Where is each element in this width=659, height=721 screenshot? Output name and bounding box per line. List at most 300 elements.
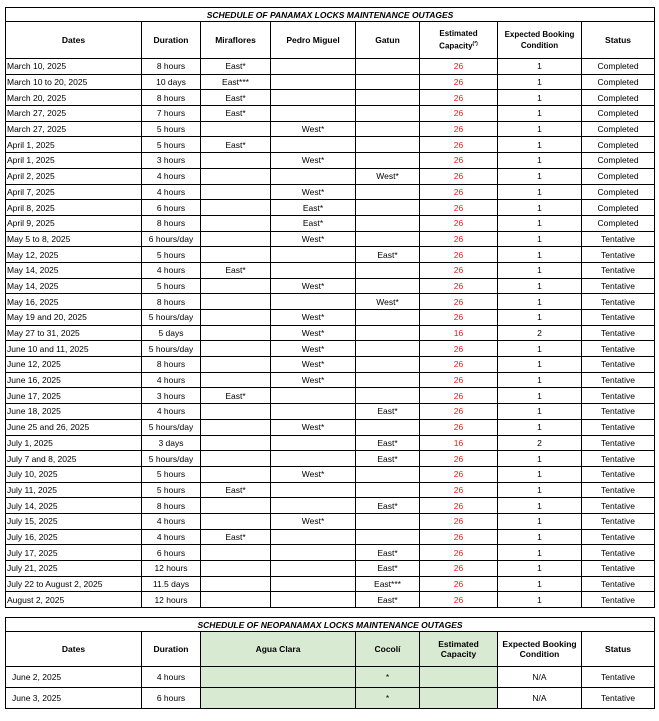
neopanamax-table-body	[6, 667, 655, 709]
row-gatun	[356, 184, 420, 200]
header-estimated-capacity	[420, 22, 498, 59]
row-pedro-miguel	[271, 561, 356, 577]
row-gatun	[356, 231, 420, 247]
row-estimated-capacity: 26	[420, 168, 498, 184]
row-status: Tentative	[582, 482, 655, 498]
row-miraflores	[201, 357, 271, 373]
row-estimated-capacity: 26	[420, 106, 498, 122]
header-capacity-line2: Capacity	[439, 41, 473, 51]
row-estimated-capacity: 26	[420, 451, 498, 467]
header-booking-line2: Condition	[520, 41, 559, 50]
row-miraflores: East*	[201, 137, 271, 153]
row-pedro-miguel: West*	[271, 341, 356, 357]
row-gatun: East*	[356, 561, 420, 577]
table-row	[6, 90, 655, 106]
row-pedro-miguel	[271, 90, 356, 106]
row-pedro-miguel: West*	[271, 372, 356, 388]
row-booking-condition: 1	[498, 372, 582, 388]
row-gatun	[356, 341, 420, 357]
row-booking-condition: 1	[498, 278, 582, 294]
header-booking-line1: Expected Booking	[504, 30, 575, 39]
row-date: April 8, 2025	[6, 200, 142, 216]
header-duration: Duration	[142, 22, 201, 59]
row-gatun	[356, 325, 420, 341]
row-gatun: East***	[356, 576, 420, 592]
row-date: April 1, 2025	[6, 137, 142, 153]
row-booking-condition: 1	[498, 545, 582, 561]
neo-row-estimated-capacity	[420, 667, 498, 688]
row-booking-condition: 2	[498, 325, 582, 341]
row-date: June 12, 2025	[6, 357, 142, 373]
row-miraflores	[201, 561, 271, 577]
row-date: July 16, 2025	[6, 529, 142, 545]
row-booking-condition: 1	[498, 498, 582, 514]
row-estimated-capacity: 26	[420, 498, 498, 514]
row-status: Tentative	[582, 545, 655, 561]
row-miraflores: East*	[201, 482, 271, 498]
neo-row-status: Tentative	[582, 667, 655, 688]
row-estimated-capacity: 26	[420, 357, 498, 373]
row-pedro-miguel: West*	[271, 310, 356, 326]
row-status: Tentative	[582, 341, 655, 357]
row-estimated-capacity: 26	[420, 262, 498, 278]
row-status: Completed	[582, 90, 655, 106]
row-estimated-capacity: 26	[420, 372, 498, 388]
neo-row-booking-condition: N/A	[498, 688, 582, 709]
row-miraflores	[201, 451, 271, 467]
neo-header-expected-booking	[498, 632, 582, 667]
row-duration: 5 hours/day	[142, 310, 201, 326]
row-status: Tentative	[582, 513, 655, 529]
row-duration: 6 hours	[142, 545, 201, 561]
row-duration: 4 hours	[142, 404, 201, 420]
table-row	[6, 592, 655, 608]
table-row	[6, 667, 655, 688]
row-duration: 5 hours	[142, 247, 201, 263]
table-row	[6, 451, 655, 467]
row-pedro-miguel: West*	[271, 466, 356, 482]
row-pedro-miguel	[271, 247, 356, 263]
row-estimated-capacity: 26	[420, 419, 498, 435]
row-pedro-miguel: West*	[271, 121, 356, 137]
row-date: July 14, 2025	[6, 498, 142, 514]
row-gatun: East*	[356, 247, 420, 263]
panamax-table-body	[6, 59, 655, 608]
row-miraflores	[201, 592, 271, 608]
row-status: Tentative	[582, 262, 655, 278]
row-duration: 4 hours	[142, 513, 201, 529]
row-duration: 5 hours	[142, 137, 201, 153]
row-gatun	[356, 106, 420, 122]
row-gatun	[356, 482, 420, 498]
row-miraflores	[201, 168, 271, 184]
row-gatun	[356, 372, 420, 388]
row-miraflores	[201, 184, 271, 200]
row-status: Tentative	[582, 419, 655, 435]
row-booking-condition: 1	[498, 466, 582, 482]
neo-row-agua-clara	[201, 667, 356, 688]
neo-row-cocoli: *	[356, 667, 420, 688]
row-date: April 9, 2025	[6, 215, 142, 231]
header-capacity-line1: Estimated	[439, 29, 478, 39]
row-date: March 27, 2025	[6, 106, 142, 122]
table-row	[6, 200, 655, 216]
row-gatun	[356, 513, 420, 529]
row-date: August 2, 2025	[6, 592, 142, 608]
table-row	[6, 310, 655, 326]
row-booking-condition: 1	[498, 529, 582, 545]
neo-row-duration: 6 hours	[142, 688, 201, 709]
row-gatun	[356, 278, 420, 294]
row-duration: 12 hours	[142, 561, 201, 577]
row-estimated-capacity: 16	[420, 325, 498, 341]
row-estimated-capacity: 26	[420, 482, 498, 498]
row-booking-condition: 1	[498, 310, 582, 326]
row-pedro-miguel	[271, 404, 356, 420]
row-booking-condition: 1	[498, 576, 582, 592]
neo-row-date: June 3, 2025	[6, 688, 142, 709]
neo-header-capacity-line2: Capacity	[440, 649, 477, 659]
table-row	[6, 74, 655, 90]
row-estimated-capacity: 26	[420, 388, 498, 404]
row-pedro-miguel	[271, 592, 356, 608]
table-row	[6, 372, 655, 388]
neo-row-agua-clara	[201, 688, 356, 709]
row-gatun	[356, 529, 420, 545]
row-status: Tentative	[582, 325, 655, 341]
row-miraflores	[201, 498, 271, 514]
row-estimated-capacity: 26	[420, 576, 498, 592]
row-miraflores	[201, 325, 271, 341]
row-status: Tentative	[582, 231, 655, 247]
neo-header-cocoli: Cocolí	[356, 632, 420, 667]
panamax-table-title: SCHEDULE OF PANAMAX LOCKS MAINTENANCE OUTAGES	[6, 8, 655, 22]
row-pedro-miguel	[271, 529, 356, 545]
row-gatun	[356, 262, 420, 278]
row-booking-condition: 1	[498, 200, 582, 216]
table-row	[6, 325, 655, 341]
row-date: June 16, 2025	[6, 372, 142, 388]
header-pedro-miguel: Pedro Miguel	[271, 22, 356, 59]
table-row	[6, 278, 655, 294]
neo-row-estimated-capacity	[420, 688, 498, 709]
row-booking-condition: 1	[498, 121, 582, 137]
row-gatun: East*	[356, 404, 420, 420]
row-duration: 4 hours	[142, 184, 201, 200]
row-estimated-capacity: 26	[420, 74, 498, 90]
row-pedro-miguel: West*	[271, 184, 356, 200]
row-gatun	[356, 74, 420, 90]
row-duration: 5 hours	[142, 278, 201, 294]
row-pedro-miguel	[271, 498, 356, 514]
row-duration: 12 hours	[142, 592, 201, 608]
neo-row-cocoli: *	[356, 688, 420, 709]
header-status: Status	[582, 22, 655, 59]
row-duration: 6 hours/day	[142, 231, 201, 247]
row-duration: 3 hours	[142, 153, 201, 169]
row-date: March 10 to 20, 2025	[6, 74, 142, 90]
row-status: Tentative	[582, 576, 655, 592]
row-booking-condition: 1	[498, 247, 582, 263]
table-row	[6, 106, 655, 122]
row-date: May 12, 2025	[6, 247, 142, 263]
row-miraflores	[201, 231, 271, 247]
row-estimated-capacity: 26	[420, 466, 498, 482]
table-row	[6, 404, 655, 420]
row-date: March 20, 2025	[6, 90, 142, 106]
row-miraflores	[201, 576, 271, 592]
row-duration: 5 hours	[142, 482, 201, 498]
row-duration: 5 hours/day	[142, 419, 201, 435]
row-booking-condition: 1	[498, 294, 582, 310]
row-status: Tentative	[582, 294, 655, 310]
row-pedro-miguel	[271, 482, 356, 498]
row-gatun	[356, 137, 420, 153]
row-booking-condition: 1	[498, 59, 582, 75]
row-booking-condition: 1	[498, 451, 582, 467]
row-duration: 8 hours	[142, 498, 201, 514]
row-miraflores	[201, 310, 271, 326]
row-gatun: West*	[356, 294, 420, 310]
row-booking-condition: 1	[498, 215, 582, 231]
row-booking-condition: 1	[498, 137, 582, 153]
table-row	[6, 231, 655, 247]
row-gatun: West*	[356, 168, 420, 184]
table-row	[6, 184, 655, 200]
row-estimated-capacity: 26	[420, 404, 498, 420]
neo-row-date: June 2, 2025	[6, 667, 142, 688]
row-booking-condition: 1	[498, 184, 582, 200]
row-booking-condition: 1	[498, 561, 582, 577]
row-duration: 5 hours	[142, 466, 201, 482]
row-duration: 11.5 days	[142, 576, 201, 592]
row-date: May 27 to 31, 2025	[6, 325, 142, 341]
row-duration: 8 hours	[142, 357, 201, 373]
row-status: Completed	[582, 137, 655, 153]
row-estimated-capacity: 26	[420, 231, 498, 247]
row-status: Tentative	[582, 247, 655, 263]
row-estimated-capacity: 26	[420, 592, 498, 608]
neo-header-estimated-capacity	[420, 632, 498, 667]
row-duration: 5 hours/day	[142, 341, 201, 357]
row-gatun	[356, 357, 420, 373]
row-date: May 5 to 8, 2025	[6, 231, 142, 247]
neopanamax-table-title: SCHEDULE OF NEOPANAMAX LOCKS MAINTENANCE OUTAGES	[6, 618, 655, 632]
row-booking-condition: 1	[498, 419, 582, 435]
row-status: Tentative	[582, 435, 655, 451]
row-status: Tentative	[582, 498, 655, 514]
row-booking-condition: 1	[498, 513, 582, 529]
row-status: Tentative	[582, 404, 655, 420]
row-miraflores	[201, 278, 271, 294]
row-status: Tentative	[582, 466, 655, 482]
table-row	[6, 388, 655, 404]
row-pedro-miguel	[271, 137, 356, 153]
row-gatun	[356, 419, 420, 435]
row-date: June 10 and 11, 2025	[6, 341, 142, 357]
row-miraflores: East***	[201, 74, 271, 90]
table-row	[6, 688, 655, 709]
row-pedro-miguel: West*	[271, 357, 356, 373]
row-pedro-miguel	[271, 106, 356, 122]
row-duration: 8 hours	[142, 90, 201, 106]
table-row	[6, 545, 655, 561]
panamax-title-row	[6, 8, 655, 22]
row-date: July 7 and 8, 2025	[6, 451, 142, 467]
table-row	[6, 576, 655, 592]
table-row	[6, 513, 655, 529]
row-date: May 16, 2025	[6, 294, 142, 310]
row-estimated-capacity: 16	[420, 435, 498, 451]
row-booking-condition: 1	[498, 357, 582, 373]
row-date: March 10, 2025	[6, 59, 142, 75]
row-estimated-capacity: 26	[420, 153, 498, 169]
row-date: June 25 and 26, 2025	[6, 419, 142, 435]
row-duration: 3 days	[142, 435, 201, 451]
neo-row-status: Tentative	[582, 688, 655, 709]
row-date: June 18, 2025	[6, 404, 142, 420]
row-status: Completed	[582, 168, 655, 184]
row-miraflores	[201, 466, 271, 482]
row-pedro-miguel	[271, 388, 356, 404]
row-miraflores: East*	[201, 90, 271, 106]
row-pedro-miguel: West*	[271, 153, 356, 169]
table-row	[6, 168, 655, 184]
row-status: Tentative	[582, 372, 655, 388]
row-pedro-miguel	[271, 74, 356, 90]
row-estimated-capacity: 26	[420, 90, 498, 106]
row-date: April 2, 2025	[6, 168, 142, 184]
table-row	[6, 59, 655, 75]
row-status: Tentative	[582, 529, 655, 545]
row-status: Completed	[582, 121, 655, 137]
row-gatun	[356, 466, 420, 482]
row-booking-condition: 1	[498, 482, 582, 498]
table-row	[6, 137, 655, 153]
row-miraflores	[201, 419, 271, 435]
row-miraflores	[201, 247, 271, 263]
row-date: May 14, 2025	[6, 262, 142, 278]
table-row	[6, 466, 655, 482]
row-miraflores	[201, 153, 271, 169]
row-pedro-miguel: West*	[271, 278, 356, 294]
neo-header-duration: Duration	[142, 632, 201, 667]
row-pedro-miguel	[271, 576, 356, 592]
row-miraflores	[201, 200, 271, 216]
row-date: March 27, 2025	[6, 121, 142, 137]
row-estimated-capacity: 26	[420, 341, 498, 357]
row-miraflores: East*	[201, 529, 271, 545]
neo-header-booking-line1: Expected Booking	[502, 639, 577, 649]
table-row	[6, 529, 655, 545]
row-booking-condition: 2	[498, 435, 582, 451]
header-capacity-footnote-mark: (*)	[472, 41, 478, 48]
row-estimated-capacity: 26	[420, 545, 498, 561]
table-row	[6, 498, 655, 514]
table-row	[6, 247, 655, 263]
header-dates: Dates	[6, 22, 142, 59]
row-status: Tentative	[582, 310, 655, 326]
neo-header-booking-line2: Condition	[519, 649, 560, 659]
row-date: July 15, 2025	[6, 513, 142, 529]
row-estimated-capacity: 26	[420, 561, 498, 577]
table-row	[6, 435, 655, 451]
row-estimated-capacity: 26	[420, 310, 498, 326]
header-gatun: Gatun	[356, 22, 420, 59]
row-estimated-capacity: 26	[420, 200, 498, 216]
neo-row-booking-condition: N/A	[498, 667, 582, 688]
row-duration: 5 hours/day	[142, 451, 201, 467]
row-duration: 8 hours	[142, 294, 201, 310]
row-duration: 5 days	[142, 325, 201, 341]
row-estimated-capacity: 26	[420, 121, 498, 137]
row-date: May 19 and 20, 2025	[6, 310, 142, 326]
row-pedro-miguel	[271, 451, 356, 467]
table-row	[6, 357, 655, 373]
row-duration: 10 days	[142, 74, 201, 90]
neo-header-capacity-line1: Estimated	[438, 639, 479, 649]
row-estimated-capacity: 26	[420, 215, 498, 231]
row-date: July 21, 2025	[6, 561, 142, 577]
row-date: July 10, 2025	[6, 466, 142, 482]
row-status: Tentative	[582, 357, 655, 373]
table-row	[6, 153, 655, 169]
neopanamax-title-row	[6, 618, 655, 632]
row-duration: 3 hours	[142, 388, 201, 404]
row-gatun: East*	[356, 498, 420, 514]
row-date: June 17, 2025	[6, 388, 142, 404]
row-duration: 8 hours	[142, 215, 201, 231]
row-gatun	[356, 310, 420, 326]
row-gatun	[356, 153, 420, 169]
row-gatun: East*	[356, 592, 420, 608]
row-booking-condition: 1	[498, 592, 582, 608]
neopanamax-schedule-table	[5, 617, 655, 709]
row-gatun: East*	[356, 435, 420, 451]
header-expected-booking	[498, 22, 582, 59]
row-status: Tentative	[582, 451, 655, 467]
row-duration: 8 hours	[142, 59, 201, 75]
row-duration: 4 hours	[142, 372, 201, 388]
row-miraflores	[201, 404, 271, 420]
table-row	[6, 341, 655, 357]
row-gatun	[356, 200, 420, 216]
row-status: Completed	[582, 153, 655, 169]
row-duration: 7 hours	[142, 106, 201, 122]
row-miraflores: East*	[201, 262, 271, 278]
row-pedro-miguel	[271, 294, 356, 310]
row-booking-condition: 1	[498, 404, 582, 420]
neo-header-status: Status	[582, 632, 655, 667]
row-estimated-capacity: 26	[420, 513, 498, 529]
row-miraflores	[201, 513, 271, 529]
row-gatun	[356, 90, 420, 106]
row-date: July 17, 2025	[6, 545, 142, 561]
row-date: July 11, 2025	[6, 482, 142, 498]
row-pedro-miguel: East*	[271, 200, 356, 216]
row-miraflores: East*	[201, 388, 271, 404]
row-booking-condition: 1	[498, 153, 582, 169]
row-status: Completed	[582, 215, 655, 231]
row-miraflores: East*	[201, 59, 271, 75]
header-miraflores: Miraflores	[201, 22, 271, 59]
row-pedro-miguel	[271, 545, 356, 561]
row-miraflores	[201, 121, 271, 137]
row-pedro-miguel: East*	[271, 215, 356, 231]
row-estimated-capacity: 26	[420, 137, 498, 153]
row-gatun	[356, 215, 420, 231]
panamax-schedule-table	[5, 7, 655, 608]
